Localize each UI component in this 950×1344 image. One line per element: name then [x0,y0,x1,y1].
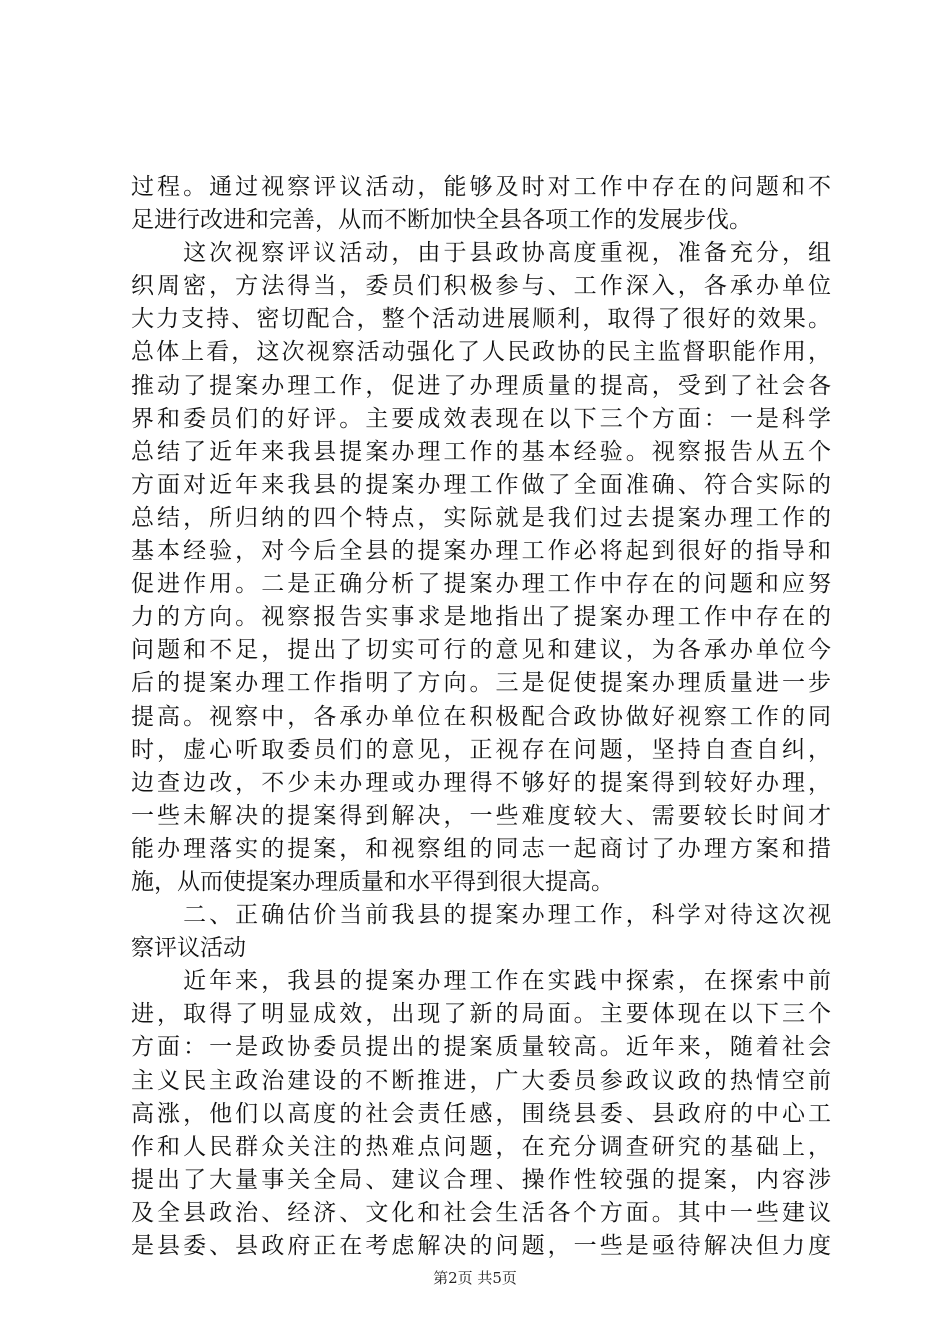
text-line: 足进行改进和完善，从而不断加快全县各项工作的发展步伐。 [131,207,752,234]
text-line: 大力支持、密切配合，整个活动进展顺利，取得了很好的效果。 [131,306,831,333]
text-line: 方面：一是政协委员提出的提案质量较高。近年来，随着社会 [131,1034,831,1061]
text-line: 提高。视察中，各承办单位在积极配合政协做好视察工作的同 [131,703,831,730]
text-line: 一些未解决的提案得到解决，一些难度较大、需要较长时间才 [131,802,831,829]
text-line: 力的方向。视察报告实事求是地指出了提案办理工作中存在的 [131,604,831,631]
section-heading-line: 察评议活动 [131,935,246,962]
text-line: 织周密，方法得当，委员们积极参与、工作深入，各承办单位 [131,273,831,300]
text-line: 时，虚心听取委员们的意见，正视存在问题，坚持自查自纠， [131,736,831,763]
text-line: 进，取得了明显成效，出现了新的局面。主要体现在以下三个 [131,1001,831,1028]
text-line: 高涨，他们以高度的社会责任感，围绕县委、县政府的中心工 [131,1100,831,1127]
text-line: 总体上看，这次视察活动强化了人民政协的民主监督职能作用， [131,339,831,366]
text-line: 能办理落实的提案，和视察组的同志一起商讨了办理方案和措 [131,835,831,862]
text-line: 作和人民群众关注的热难点问题，在充分调查研究的基础上， [131,1133,831,1160]
text-line: 后的提案办理工作指明了方向。三是促使提案办理质量进一步 [131,670,831,697]
text-line: 及全县政治、经济、文化和社会生活各个方面。其中一些建议 [131,1199,831,1226]
page-number-footer: 第2页 共5页 [433,1269,517,1287]
text-line: 基本经验，对今后全县的提案办理工作必将起到很好的指导和 [131,538,831,565]
text-line: 主义民主政治建设的不断推进，广大委员参政议政的热情空前 [131,1067,831,1094]
section-heading-line: 二、正确估价当前我县的提案办理工作，科学对待这次视 [131,902,831,929]
text-line: 推动了提案办理工作，促进了办理质量的提高，受到了社会各 [131,372,831,399]
text-line: 施，从而使提案办理质量和水平得到很大提高。 [131,868,614,895]
text-line: 界和委员们的好评。主要成效表现在以下三个方面：一是科学 [131,405,831,432]
text-line: 提出了大量事关全局、建议合理、操作性较强的提案，内容涉 [131,1166,831,1193]
text-line: 总结了近年来我县提案办理工作的基本经验。视察报告从五个 [131,438,831,465]
text-line: 总结，所归纳的四个特点，实际就是我们过去提案办理工作的 [131,504,831,531]
text-line: 方面对近年来我县的提案办理工作做了全面准确、符合实际的 [131,471,831,498]
text-line: 边查边改，不少未办理或办理得不够好的提案得到较好办理， [131,769,831,796]
text-line: 促进作用。二是正确分析了提案办理工作中存在的问题和应努 [131,571,831,598]
text-line: 是县委、县政府正在考虑解决的问题，一些是亟待解决但力度 [131,1233,831,1259]
text-line: 问题和不足，提出了切实可行的意见和建议，为各承办单位今 [131,637,831,664]
text-line: 这次视察评议活动，由于县政协高度重视，准备充分，组 [131,240,831,267]
body-text [131,171,831,1263]
text-line: 近年来，我县的提案办理工作在实践中探索，在探索中前 [131,968,831,995]
text-line: 过程。通过视察评议活动，能够及时对工作中存在的问题和不 [131,174,831,200]
